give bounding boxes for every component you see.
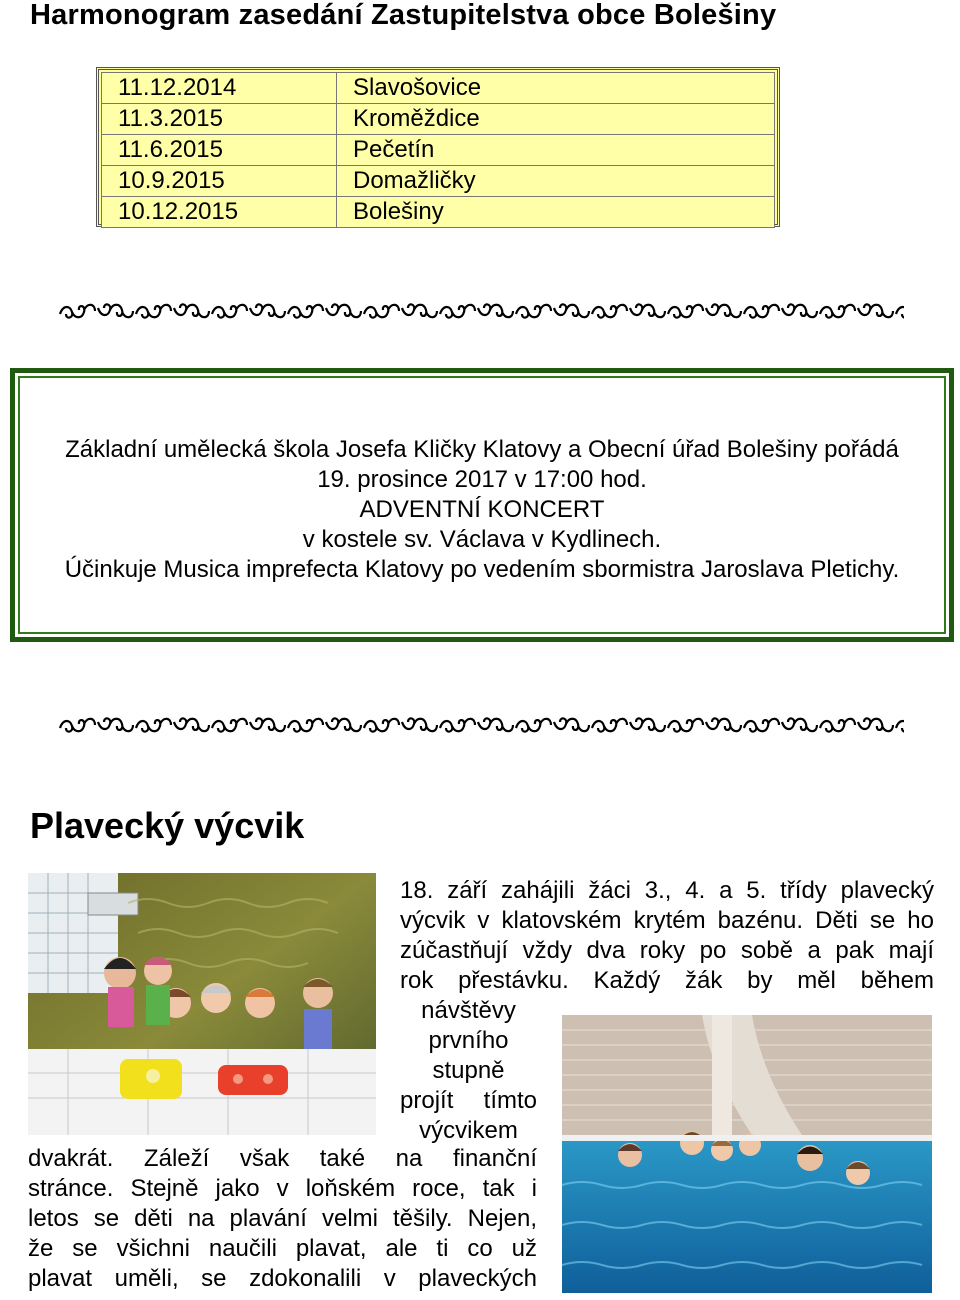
ornament-divider-bottom [58, 716, 904, 734]
text-line: prvního [428, 1027, 509, 1054]
ornament-swirl [440, 719, 475, 732]
ornament-swirl [706, 304, 741, 317]
text-line: rok přestávku. Každý žák by měl během [400, 967, 934, 994]
ornament-swirl [288, 719, 323, 732]
ornament-swirl [516, 719, 551, 732]
schedule-date: 10.9.2015 [102, 166, 337, 197]
schedule-place: Domažličky [337, 166, 775, 197]
text-line: výcvik v klatovském krytém bazénu. Děti se ho [400, 907, 934, 934]
ornament-swirl [212, 719, 247, 732]
concert-line: 19. prosince 2017 v 17:00 hod. [317, 466, 647, 493]
text-line: zúčastňují vždy dva roky po sobě a pak mají [400, 937, 934, 964]
text-line: návštěvy [421, 997, 516, 1024]
swimming-text-right-block [400, 876, 934, 996]
ornament-swirl [212, 305, 247, 318]
ornament-swirl [60, 719, 95, 732]
ornament-swirl [782, 304, 817, 317]
ornament-swirl [402, 304, 437, 317]
swimming-text-bottom-block [28, 1144, 537, 1294]
text-line: stránce. Stejně jako v loňském roce, tak i [28, 1175, 537, 1202]
schedule-row [102, 135, 775, 166]
ornament-swirl [744, 305, 779, 318]
ornament-divider-top [58, 302, 904, 320]
ornament-swirl [364, 305, 399, 318]
ornament-swirl [364, 719, 399, 732]
ornament-swirl [174, 718, 209, 731]
ornament-swirl [478, 304, 513, 317]
concert-announcement-box [10, 368, 954, 642]
schedule-row [102, 166, 775, 197]
photo-children-at-pool-edge [28, 873, 376, 1135]
ornament-swirl [326, 304, 361, 317]
ornament-swirl [326, 718, 361, 731]
schedule-place: Pečetín [337, 135, 775, 166]
ornament-swirl [136, 305, 171, 318]
schedule-date: 11.6.2015 [102, 135, 337, 166]
ornament-swirl [554, 304, 589, 317]
text-line: že se všichni naučili plavat, ale ti co už [28, 1235, 537, 1262]
ornament-swirl [668, 719, 703, 732]
ornament-swirl [402, 718, 437, 731]
ornament-swirl [440, 305, 475, 318]
schedule-row [102, 104, 775, 135]
text-line: plavat uměli, se zdokonalili v plaveckých [28, 1265, 537, 1292]
ornament-swirl [820, 305, 855, 318]
meeting-schedule-table [96, 67, 780, 227]
ornament-swirl [896, 719, 904, 732]
ornament-swirl [250, 304, 285, 317]
swimming-text-narrow-block [400, 996, 537, 1146]
photo-children-in-pool [562, 1015, 932, 1293]
concert-line: v kostele sv. Václava v Kydlinech. [302, 526, 662, 553]
text-line: 18. září zahájili žáci 3., 4. a 5. třídy plavecký [400, 877, 934, 904]
ornament-swirl [478, 718, 513, 731]
ornament-swirl [896, 305, 904, 318]
ornament-swirl [554, 718, 589, 731]
concert-line: Základní umělecká škola Josefa Kličky Klatovy a Obecní úřad Bolešiny pořádá [65, 436, 899, 463]
ornament-swirl [136, 719, 171, 732]
ornament-swirl [858, 304, 893, 317]
text-line: výcvikem [419, 1117, 518, 1144]
ornament-swirl [592, 305, 627, 318]
section-title-swimming: Plavecký výcvik [30, 805, 305, 846]
schedule-date: 10.12.2015 [102, 197, 337, 228]
ornament-swirl [98, 304, 133, 317]
ornament-swirl [630, 718, 665, 731]
ornament-swirl [744, 719, 779, 732]
ornament-swirl [516, 305, 551, 318]
text-line: stupně [432, 1057, 505, 1084]
ornament-swirl [288, 305, 323, 318]
ornament-swirl [174, 304, 209, 317]
ornament-swirl [706, 718, 741, 731]
text-line: letos se děti na plavání velmi těšily. Nejen, [28, 1205, 537, 1232]
ornament-pattern-top [58, 302, 904, 320]
ornament-swirl [60, 305, 95, 318]
concert-line: Účinkuje Musica imprefecta Klatovy po vedením sbormistra Jaroslava Pletichy. [64, 556, 900, 583]
schedule-date: 11.3.2015 [102, 104, 337, 135]
schedule-place: Kroměždice [337, 104, 775, 135]
ornament-swirl [592, 719, 627, 732]
ornament-pattern-bottom [58, 716, 904, 734]
ornament-swirl [668, 305, 703, 318]
text-line: dvakrát. Záleží však také na finanční [28, 1145, 537, 1172]
page-title: Harmonogram zasedání Zastupitelstva obce Bolešiny [30, 0, 777, 31]
ornament-swirl [98, 718, 133, 731]
text-line: projít tímto [400, 1087, 537, 1114]
ornament-swirl [250, 718, 285, 731]
ornament-swirl [630, 304, 665, 317]
schedule-date: 11.12.2014 [102, 73, 337, 104]
concert-line: ADVENTNÍ KONCERT [359, 496, 605, 523]
ornament-swirl [782, 718, 817, 731]
ornament-swirl [858, 718, 893, 731]
schedule-row [102, 197, 775, 228]
schedule-row [102, 73, 775, 104]
ornament-swirl [820, 719, 855, 732]
schedule-place: Bolešiny [337, 197, 775, 228]
schedule-place: Slavošovice [337, 73, 775, 104]
